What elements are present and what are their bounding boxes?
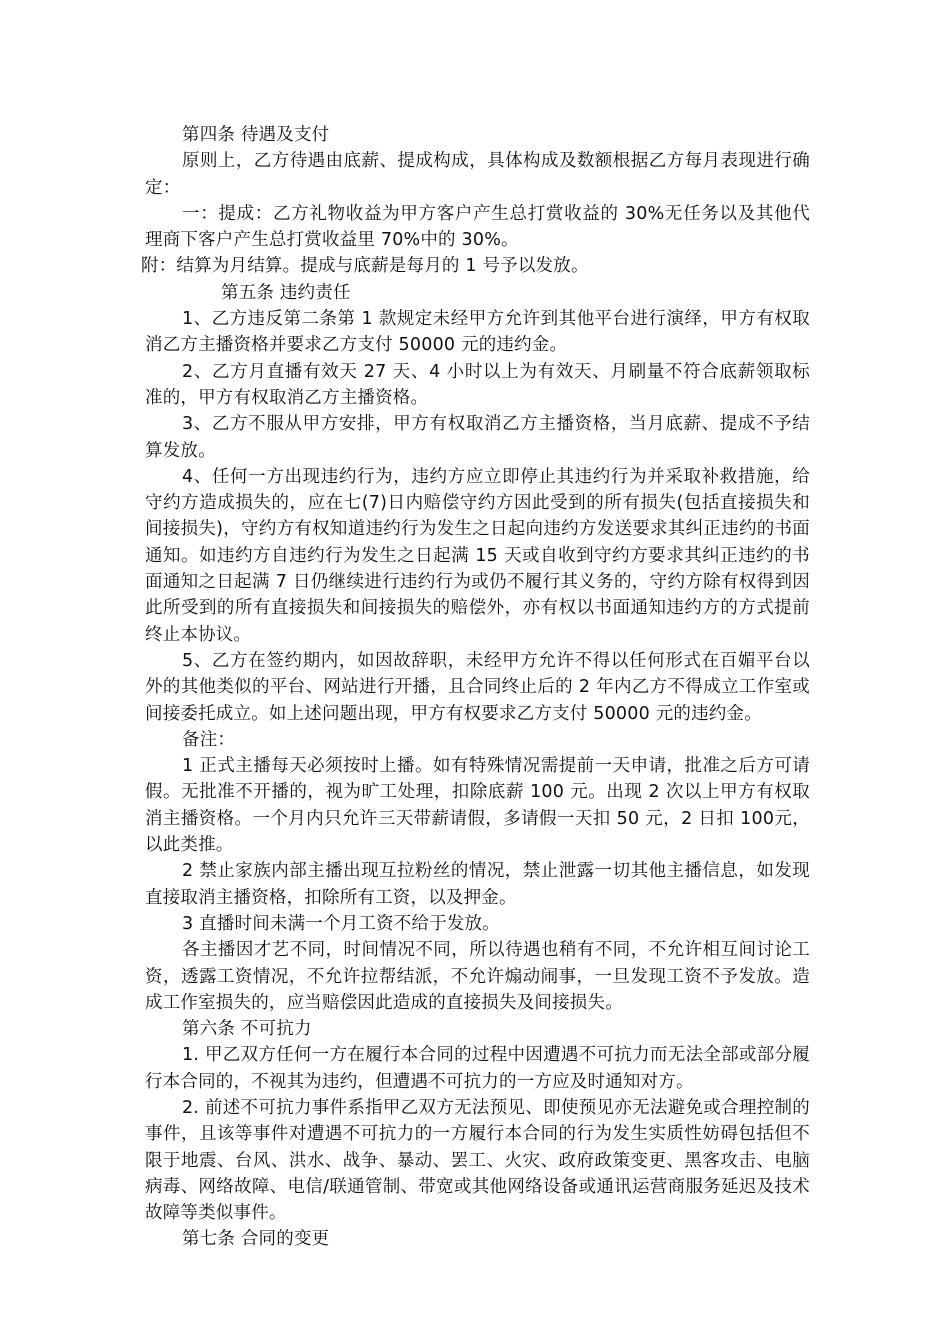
paragraph: 各主播因才艺不同，时间情况不同，所以待遇也稍有不同，不允许相互间讨论工资，透露工资情况，不允许拉帮结派，不允许煽动闹事，一旦发现工资不予发放。造成工作室损失的，应当赔偿因此造成的直接损失及间接损失。 — [145, 940, 810, 1013]
paragraph: 3、乙方不服从甲方安排，甲方有权取消乙方主播资格，当月底薪、提成不予结算发放。 — [145, 414, 810, 461]
paragraph: 2 禁止家族内部主播出现互拉粉丝的情况，禁止泄露一切其他主播信息，如发现直接取消主播资格，扣除所有工资，以及押金。 — [145, 861, 810, 908]
paragraph: 1、乙方违反第二条第 1 款规定未经甲方允许到其他平台进行演绎，甲方有权取消乙方主播资格并要求乙方支付 50000 元的违约金。 — [145, 309, 810, 356]
paragraph: 1. 甲乙双方任何一方在履行本合同的过程中因遭遇不可抗力而无法全部或部分履行本合同的，不视其为违约，但遭遇不可抗力的一方应及时通知对方。 — [145, 1045, 810, 1092]
paragraph: 3 直播时间未满一个月工资不给于发放。 — [182, 913, 500, 934]
paragraph: 原则上，乙方待遇由底薪、提成构成，具体构成及数额根据乙方每月表现进行确定： — [145, 151, 810, 198]
paragraph: 附：结算为月结算。提成与底薪是每月的 1 号予以发放。 — [141, 256, 589, 277]
section-heading-5: 第五条 违约责任 — [221, 282, 351, 303]
document-page — [141, 122, 810, 1253]
section-heading-7: 第七条 合同的变更 — [182, 1229, 330, 1250]
paragraph: 4、任何一方出现违约行为，违约方应立即停止其违约行为并采取补救措施，给守约方造成损失的，应在七(7)日内赔偿守约方因此受到的所有损失(包括直接损失和间接损失)，守约方有权知道违约行为发生之日起向违约方发送要求其纠正违约的书面通知。如违约方自违约行为发生之日起满 15 天或自收到守约方要求其纠正违约的书面通知之日起满 7 日仍继续进行违约行为或仍不履行其义务的，守约方除有权得到因此所受到的所有直接损失和间接损失的赔偿外，亦有权以书面通知违约方的方式提前终止本协议。 — [145, 466, 810, 645]
paragraph: 2、乙方月直播有效天 27 天、4 小时以上为有效天、月刷量不符合底薪领取标准的，甲方有权取消乙方主播资格。 — [145, 361, 810, 408]
section-heading-4: 第四条 待遇及支付 — [182, 125, 330, 145]
notes-heading: 备注： — [182, 729, 236, 750]
paragraph: 1 正式主播每天必须按时上播。如有特殊情况需提前一天申请，批准之后方可请假。无批准不开播的，视为旷工处理，扣除底薪 100 元。出现 2 次以上甲方有权取消主播资格。一个月内只允许三天带薪请假，多请假一天扣 50 元，2 日扣 100元，以此类推。 — [145, 756, 810, 856]
paragraph: 一：提成：乙方礼物收益为甲方客户产生总打赏收益的 30%无任务以及其他代理商下客户产生总打赏收益里 70%中的 30%。 — [145, 203, 810, 251]
section-heading-6: 第六条 不可抗力 — [182, 1019, 312, 1040]
paragraph: 5、乙方在签约期内，如因故辞职，未经甲方允许不得以任何形式在百媚平台以外的其他类似的平台、网站进行开播，且合同终止后的 2 年内乙方不得成立工作室或间接委托成立。如上述问题出现，甲方有权要求乙方支付 50000 元的违约金。 — [145, 650, 810, 724]
paragraph: 2. 前述不可抗力事件系指甲乙双方无法预见、即使预见亦无法避免或合理控制的事件，且该等事件对遭遇不可抗力的一方履行本合同的行为发生实质性妨碍包括但不限于地震、台风、洪水、战争、暴动、罢工、火灾、政府政策变更、黑客攻击、电脑病毒、网络故障、电信/联通管制、带宽或其他网络设备或通讯运营商服务延迟及技术故障等类似事件。 — [145, 1097, 810, 1224]
